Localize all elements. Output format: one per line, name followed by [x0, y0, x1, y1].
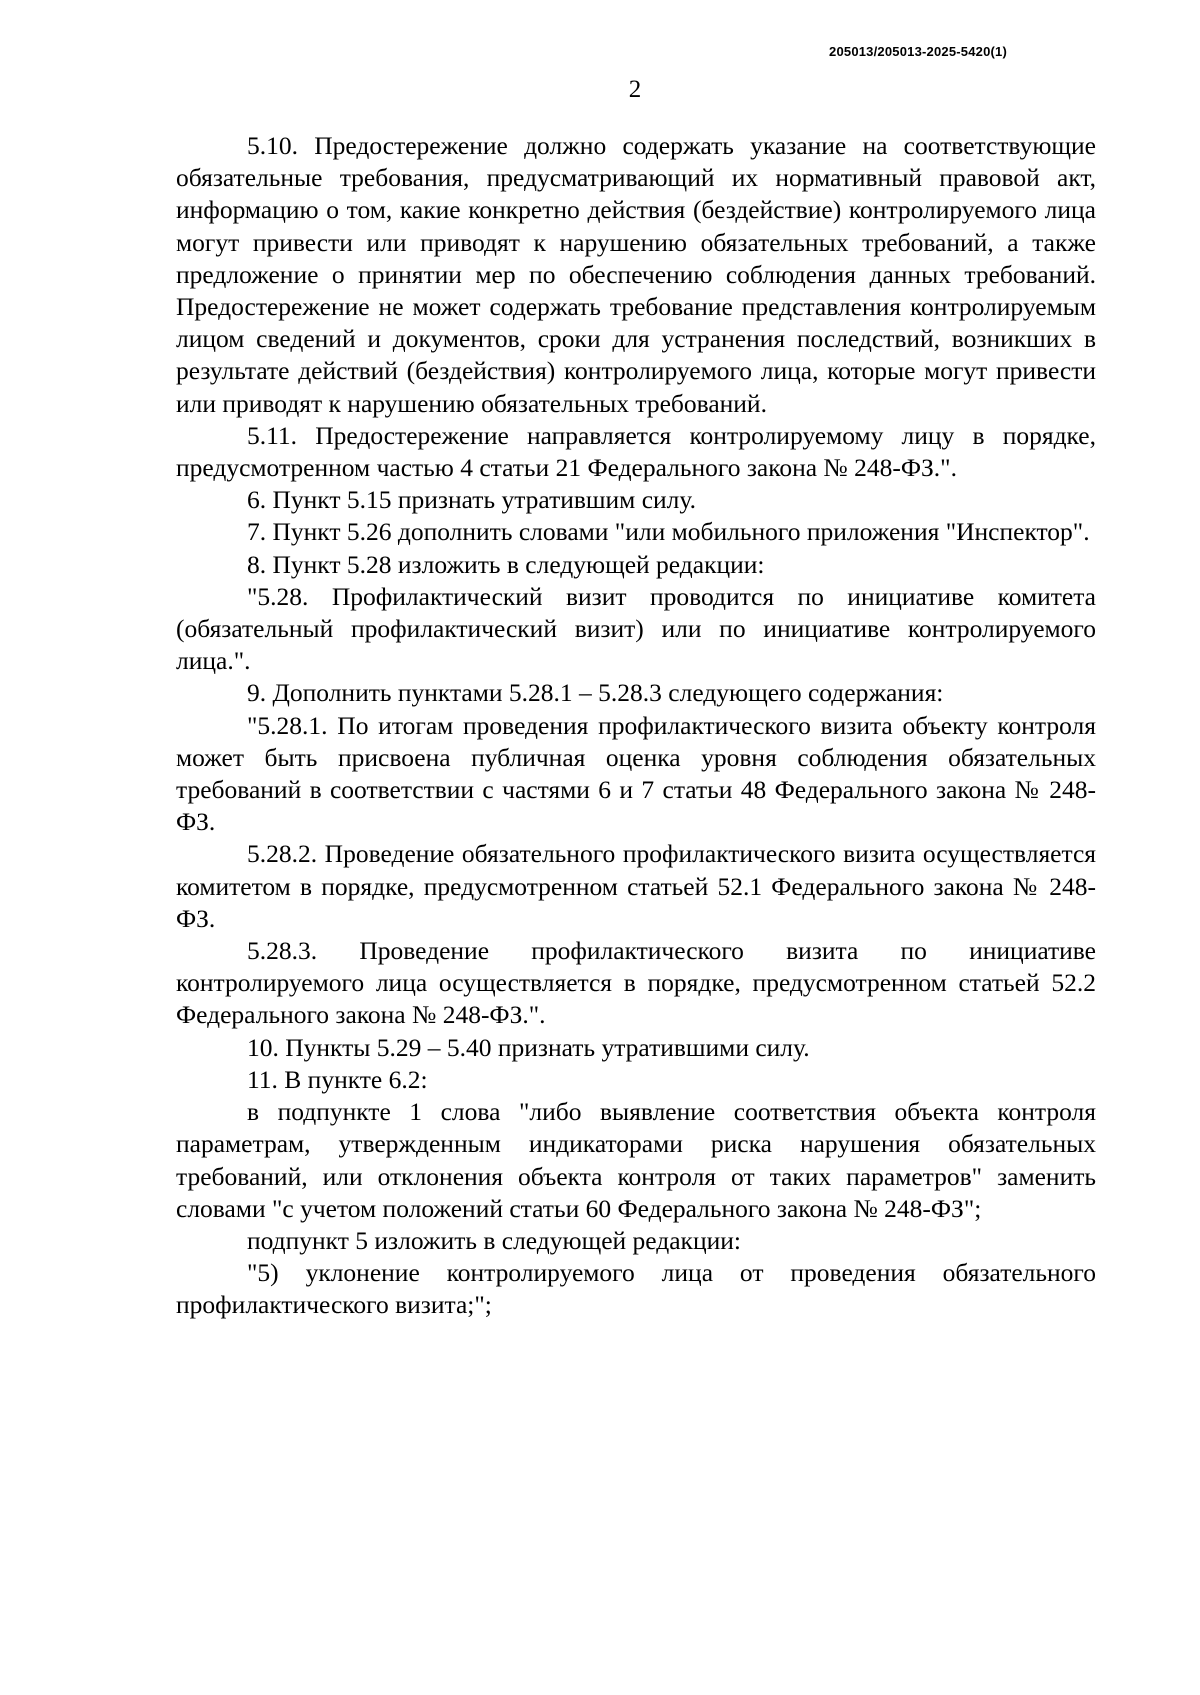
paragraph-subitem-5-intro: подпункт 5 изложить в следующей редакции: [247, 1225, 741, 1255]
paragraph-5-28-3: 5.28.3. Проведение профилактического визита по инициативе контролируемого лица осуществляется в порядке, предусмотренном статьей 52.2 Федерального закона № 248-ФЗ.". [176, 936, 1096, 1030]
paragraph-5-11: 5.11. Предостережение направляется контролируемому лицу в порядке, предусмотренном частью 4 статьи 21 Федерального закона № 248-ФЗ.". [176, 420, 1096, 483]
paragraph-subitem-5-text: "5) уклонение контролируемого лица от проведения обязательного профилактического визита;"; [176, 1258, 1096, 1320]
paragraph-item-9: 9. Дополнить пунктами 5.28.1 – 5.28.3 следующего содержания: [247, 678, 944, 708]
document-body [176, 130, 1096, 1322]
paragraph-item-6: 6. Пункт 5.15 признать утратившим силу. [247, 485, 696, 515]
paragraph-5-28-2: 5.28.2. Проведение обязательного профилактического визита осуществляется комитетом в порядке, предусмотренном статьей 52.1 Федерального закона № 248-ФЗ. [176, 839, 1096, 933]
paragraph-item-10: 10. Пункты 5.29 – 5.40 признать утратившими силу. [247, 1032, 810, 1062]
paragraph-item-8: 8. Пункт 5.28 изложить в следующей редакции: [247, 549, 765, 579]
paragraph-5-10: 5.10. Предостережение должно содержать указание на соответствующие обязательные требования, предусматривающий их нормативный правовой акт, информацию о том, какие конкретно действия (бездействие) контролируемого лица могут привести или приводят к нарушению обязательных требований, а также предложение о принятии мер по обеспечению соблюдения данных требований. Предостережение не может содержать требование представления контролируемым лицом сведений и документов, сроки для устранения последствий, возникших в результате действий (бездействия) контролируемого лица, которые могут привести или приводят к нарушению обязательных требований. [176, 131, 1096, 418]
paragraph-5-28: "5.28. Профилактический визит проводится по инициативе комитета (обязательный профилактический визит) или по инициативе контролируемого лица.". [176, 581, 1096, 676]
page-number: 2 [628, 76, 642, 103]
paragraph-item-11: 11. В пункте 6.2: [247, 1064, 428, 1094]
paragraph-subitem-1: в подпункте 1 слова "либо выявление соответствия объекта контроля параметрам, утвержденным индикаторами риска нарушения обязательных требований, или отклонения объекта контроля от таких параметров" заменить словами "с учетом положений статьи 60 Федерального закона № 248-ФЗ"; [176, 1097, 1096, 1223]
document-id: 205013/205013-2025-5420(1) [829, 44, 1007, 59]
paragraph-item-7: 7. Пункт 5.26 дополнить словами "или мобильного приложения "Инспектор". [247, 517, 1090, 547]
paragraph-5-28-1: "5.28.1. По итогам проведения профилактического визита объекту контроля может быть присвоена публичная оценка уровня соблюдения обязательных требований в соответствии с частями 6 и 7 статьи 48 Федерального закона № 248-ФЗ. [176, 710, 1096, 837]
